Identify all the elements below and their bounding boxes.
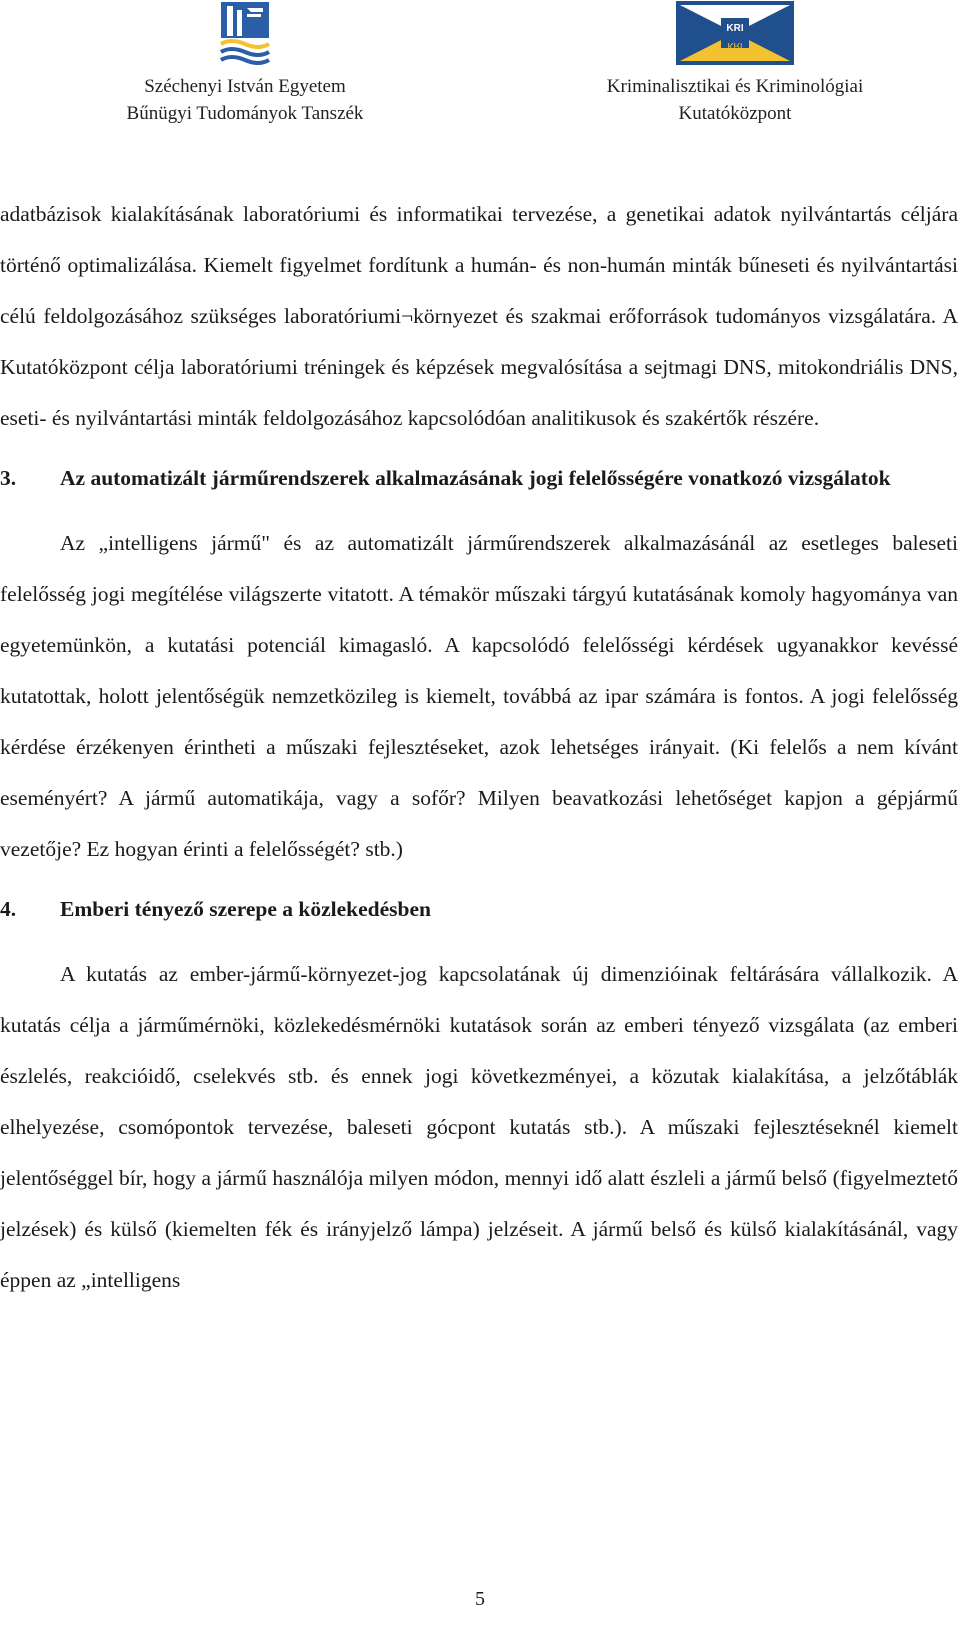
section-3-title: Az automatizált járműrendszerek alkalmazásának jogi felelősségére vonatkozó vizsgálatok (60, 466, 891, 490)
center-name-line2: Kutatóközpont (678, 103, 792, 124)
section-3-number: 3. (0, 466, 17, 490)
page-number: 5 (475, 1588, 485, 1610)
paragraph-dna-research: adatbázisok kialakításának laboratóriumi és informatikai tervezése, a genetikai adatok nyilvántartás céljára történő optimalizálása. Kiemelt figyelmet fordítunk a humán- és non-humán minták bűneseti és nyilvántartási célú feldolgozásához szükséges laboratóriumi¬környezet és szakmai erőforrások tudományos vizsgálatára. A Kutatóközpont célja laboratóriumi tréningek és képzések megvalósítása a sejtmagi DNS, mitokondriális DNS, eseti- és nyilvántartási minták feldolgozásához kapcsolódóan analitikusok és szakértők részére. (0, 202, 958, 430)
document-body (0, 189, 958, 1306)
kri-logo-icon (675, 0, 795, 66)
sze-logo-icon (217, 0, 273, 66)
section-4-heading (0, 892, 958, 927)
header-right (575, 0, 895, 127)
section-4-paragraph: A kutatás az ember-jármű-környezet-jog kapcsolatának új dimenzióinak feltárására vállalkozik. A kutatás célja a járműmérnöki, közlekedésmérnöki kutatások során az emberi tényező vizsgálata (az emberi észlelés, reakcióidő, cselekvés stb. és ennek jogi következményei, a közutak kialakítása, a jelzőtáblák elhelyezése, csomópontok tervezése, baleseti gócpont kutatás stb.). A műszaki fejlesztéseknél kiemelt jelentőséggel bír, hogy a jármű használója milyen módon, mennyi idő alatt észleli a jármű belső (figyelmeztető jelzések) és külső (kiemelten fék és irányjelző lámpa) jelzéseit. A jármű belső és külső kialakításánál, vagy éppen az „intelligens (0, 962, 958, 1292)
section-4-title: Emberi tényező szerepe a közlekedésben (60, 897, 432, 921)
section-3-paragraph: Az „intelligens jármű" és az automatizált járműrendszerek alkalmazásánál az esetleges baleseti felelősség jogi megítélése világszerte vitatott. A témakör műszaki tárgyú kutatásának komoly hagyománya van egyetemünkön, a kutatási potenciál kimagasló. A kapcsolódó felelősségi kérdések ugyanakkor kevéssé kutatottak, holott jelentőségük nemzetközileg is kiemelt, továbbá az ipar számára is fontos. A jogi felelősség kérdése érzékenyen érintheti a műszaki fejlesztéseket, azok lehetséges irányait. (Ki felelős a nem kívánt eseményért? A jármű automatikája, vagy a sofőr? Milyen beavatkozási lehetőséget kapjon a gépjármű vezetője? Ez hogyan érinti a felelősségét? stb.) (0, 531, 958, 861)
section-3-heading (0, 461, 958, 496)
center-name-line1: Kriminalisztikai és Kriminológiai (606, 76, 864, 97)
kri-logo-text: KRI (726, 23, 744, 34)
department-name: Bűnügyi Tudományok Tanszék (126, 103, 364, 124)
header-left (100, 0, 390, 127)
section-4-number: 4. (0, 897, 17, 921)
university-name: Széchenyi István Egyetem (144, 76, 346, 97)
svg-text:KRI: KRI (727, 41, 743, 51)
